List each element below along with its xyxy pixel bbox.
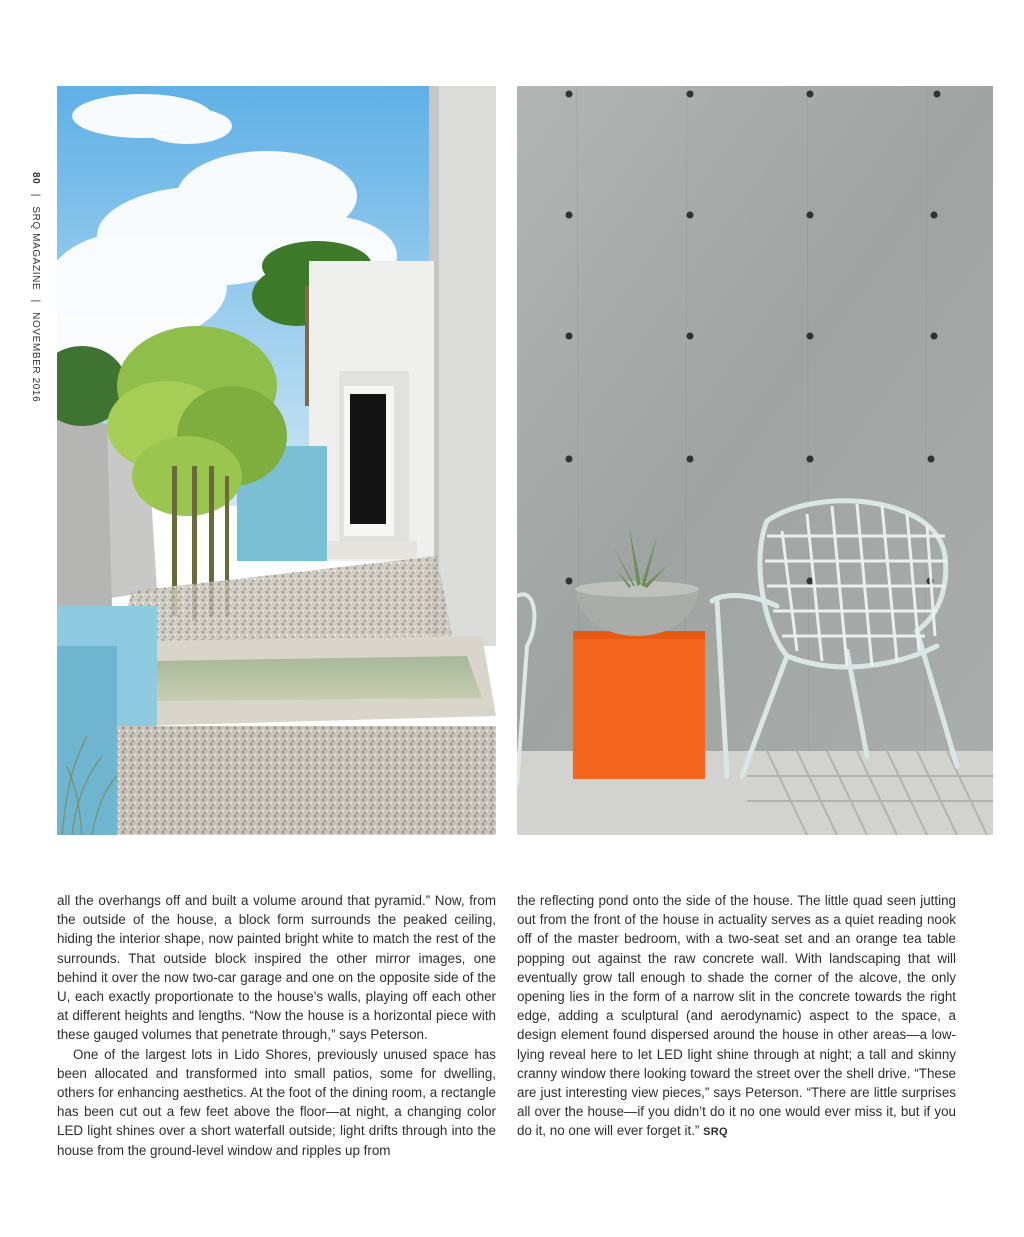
end-signature: SRQ	[703, 1126, 728, 1139]
page-folio	[23, 172, 43, 402]
article-paragraph-end	[517, 891, 956, 1143]
article-paragraph: all the overhangs off and built a volume around that pyramid.” Now, from the outside of the house, a block form surrounds the peaked ceiling, hiding the interior shape, now painted bright white to match the rest of the surrounds. That outside block inspired the other mirror images, one behind it over the now two-car garage and one on the opposite side of the U, each exactly proportionate to the house’s walls, playing off each other at different heights and lengths. “Now the house is a horizontal piece with these gauged volumes that penetrate through,” says Peterson.	[57, 893, 496, 1043]
concrete-wall-chair-image	[517, 86, 993, 835]
folio-text	[30, 172, 41, 402]
folio-separator: |	[30, 193, 41, 197]
page-number: 80	[30, 172, 41, 185]
article-column-right	[517, 891, 956, 1143]
article-paragraph-text: the reflecting pond onto the side of the house. The little quad seen jutting out from the front of the house in actuality serves as a quiet reading nook off of the master bedroom, with a two-seat set and an orange tea table popping out against the raw concrete wall. With landscaping that will eventually grow tall enough to shade the corner of the alcove, the only opening lies in the form of a narrow slit in the concrete towards the right edge, adding a sculptural (and aerodynamic) aspect to the space, a design element found dispersed around the house in other areas—a low-lying reveal here to let LED light shine through at night; a tall and skinny cranny window there looking toward the street over the shell drive. “These are just interesting view pieces,” says Peterson. “There are little surprises all over the house—if you didn’t do it no one would ever miss it, but if you do it, no one will ever forget it.”	[517, 893, 956, 1139]
magazine-name: SRQ MAGAZINE	[30, 206, 41, 291]
article-paragraph: One of the largest lots in Lido Shores, previously unused space has been allocated and transformed into small patios, some for dwelling, others for enhancing aesthetics. At the foot of the dining room, a rectangle has been cut out a few feet above the floor—at night, a changing color LED light shines over a short waterfall outside; light drifts through into the house from the ground-level window and ripples up from	[57, 1046, 496, 1158]
folio-separator-2: |	[30, 299, 41, 303]
issue-date: NOVEMBER 2016	[30, 312, 41, 403]
courtyard-photo-image	[57, 86, 496, 835]
article-column-left	[57, 891, 496, 1160]
concrete-wall-chair-photo	[517, 86, 993, 835]
courtyard-photo	[57, 86, 496, 835]
